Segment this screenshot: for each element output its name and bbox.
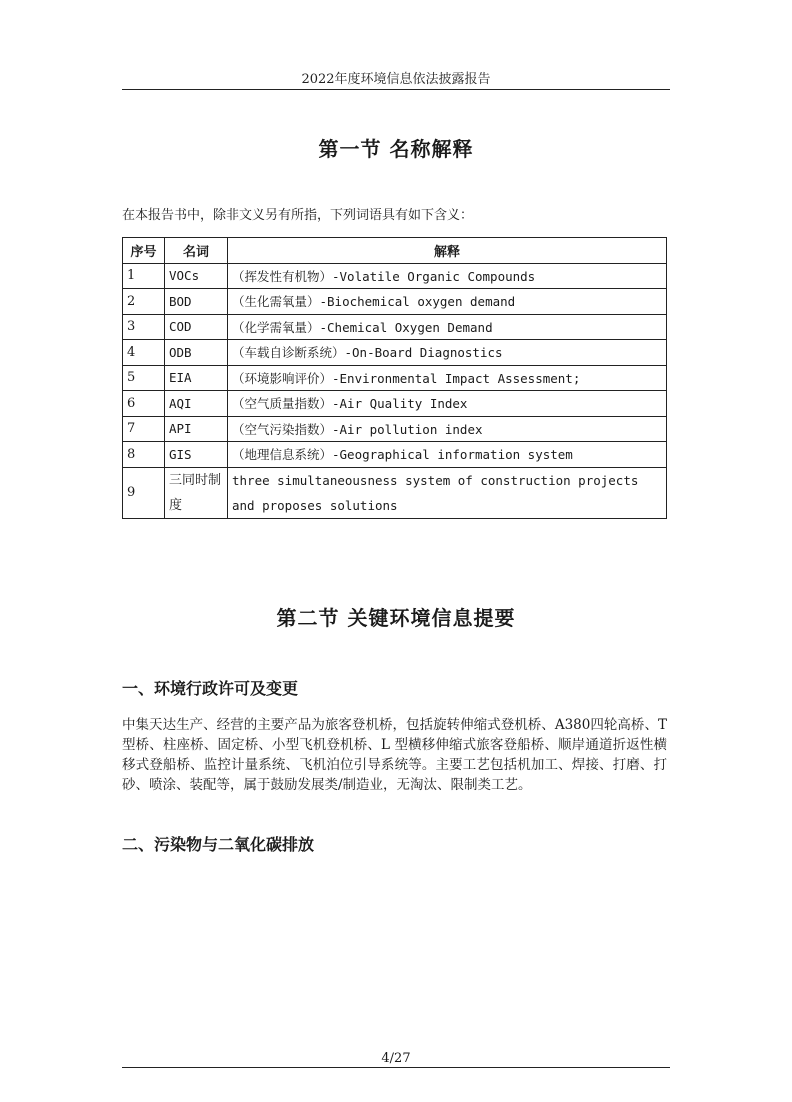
row-desc: three simultaneousness system of construction projects and proposes solutions <box>228 467 667 518</box>
table-row <box>123 442 667 468</box>
terms-table <box>122 237 667 519</box>
row-no: 5 <box>123 365 165 391</box>
intro-text: 在本报告书中，除非文义另有所指，下列词语具有如下含义： <box>122 208 474 223</box>
row-desc: （环境影响评价）-Environmental Impact Assessment; <box>228 365 667 391</box>
row-no: 8 <box>123 442 165 468</box>
document-header: 2022年度环境信息依法披露报告 <box>301 72 491 87</box>
row-term: BOD <box>165 289 228 315</box>
row-term: API <box>165 416 228 442</box>
page-number: 4/27 <box>381 1051 411 1066</box>
table-row <box>123 365 667 391</box>
section-2-title: 第二节 关键环境信息提要 <box>276 606 516 630</box>
row-term: AQI <box>165 391 228 417</box>
row-no: 6 <box>123 391 165 417</box>
row-term: COD <box>165 314 228 340</box>
heading-emissions: 二、污染物与二氧化碳排放 <box>122 835 315 854</box>
row-desc: （挥发性有机物）-Volatile Organic Compounds <box>228 263 667 289</box>
table-row <box>123 416 667 442</box>
row-no: 3 <box>123 314 165 340</box>
header-desc: 解释 <box>228 238 667 264</box>
footer-rule <box>122 1067 670 1068</box>
table-row <box>123 467 667 518</box>
table-row <box>123 263 667 289</box>
header-term: 名词 <box>165 238 228 264</box>
row-term: VOCs <box>165 263 228 289</box>
heading-permits: 一、环境行政许可及变更 <box>122 679 299 698</box>
row-desc: （车载自诊断系统）-On-Board Diagnostics <box>228 340 667 366</box>
row-desc: （空气污染指数）-Air pollution index <box>228 416 667 442</box>
row-no: 7 <box>123 416 165 442</box>
row-no: 2 <box>123 289 165 315</box>
header-no: 序号 <box>123 238 165 264</box>
table-header-row <box>123 238 667 264</box>
section-1-title: 第一节 名称解释 <box>318 137 474 161</box>
paragraph-products: 中集天达生产、经营的主要产品为旅客登机桥，包括旋转伸缩式登机桥、A380四轮高桥、T 型桥、柱座桥、固定桥、小型飞机登机桥、L 型横移伸缩式旅客登船桥、顺岸通道折返性横移式登船桥、监控计量系统、飞机泊位引导系统等。主要工艺包括机加工、焊接、打磨、打砂、喷涂、装配等，属于鼓励发展类/制造业，无淘汰、限制类工艺。 <box>122 717 667 793</box>
row-no: 1 <box>123 263 165 289</box>
row-no: 9 <box>123 467 165 518</box>
table-row <box>123 391 667 417</box>
row-term: 三同时制度 <box>165 467 228 518</box>
row-desc: （地理信息系统）-Geographical information system <box>228 442 667 468</box>
row-no: 4 <box>123 340 165 366</box>
row-desc: （化学需氧量）-Chemical Oxygen Demand <box>228 314 667 340</box>
header-rule <box>122 89 670 90</box>
row-term: EIA <box>165 365 228 391</box>
table-row <box>123 340 667 366</box>
table-row <box>123 314 667 340</box>
row-desc: （生化需氧量）-Biochemical oxygen demand <box>228 289 667 315</box>
row-desc: （空气质量指数）-Air Quality Index <box>228 391 667 417</box>
row-term: ODB <box>165 340 228 366</box>
row-term: GIS <box>165 442 228 468</box>
table-row <box>123 289 667 315</box>
